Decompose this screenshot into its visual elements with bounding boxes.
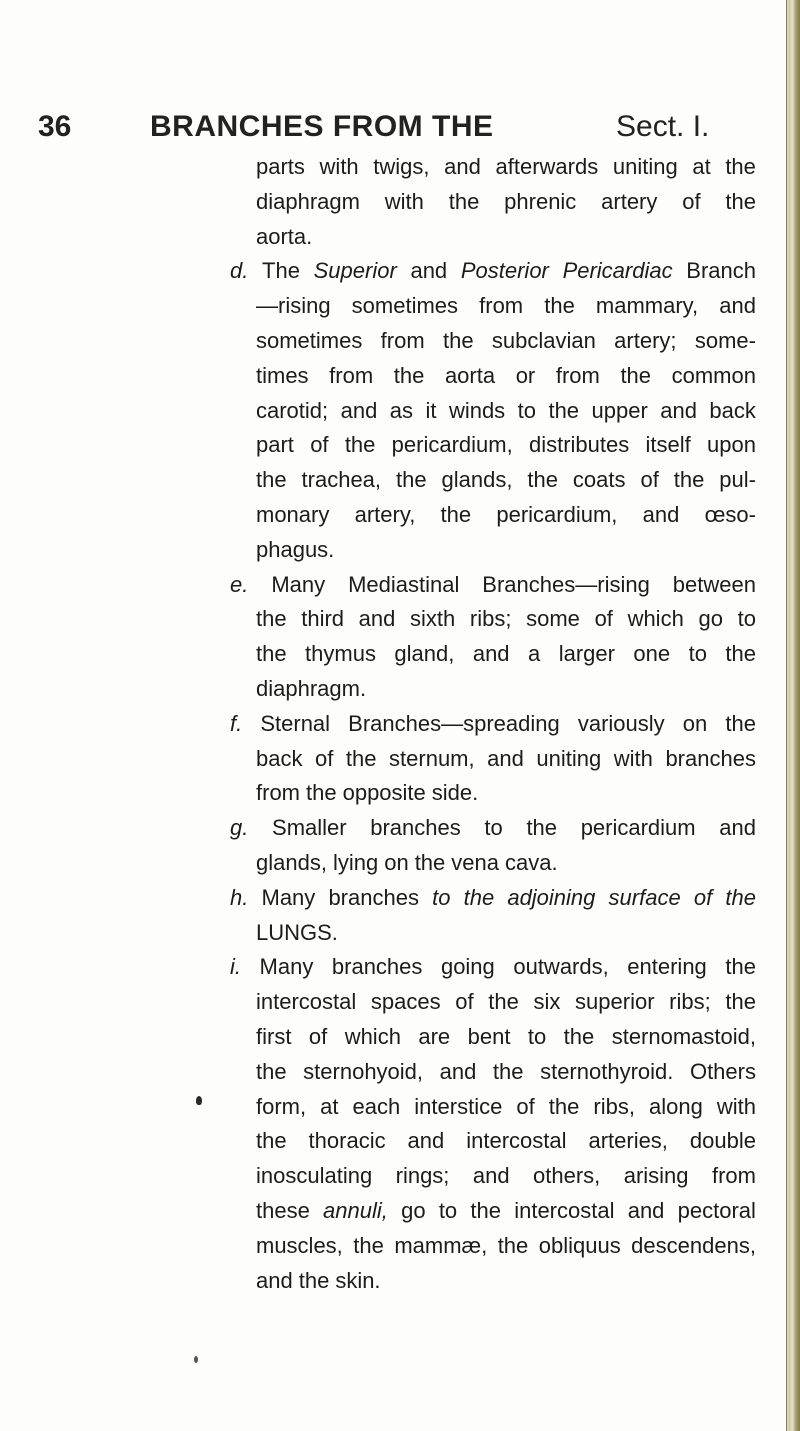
text-line: diaphragm with the phrenic artery of the: [256, 188, 756, 214]
page-edge-shadow: [786, 0, 800, 1431]
body-text: [230, 150, 756, 1298]
text-line: back of the sternum, and uniting with branches: [256, 745, 756, 771]
ink-mark: [196, 1096, 202, 1105]
text-line: times from the aorta or from the common: [256, 362, 756, 388]
text-line: intercostal spaces of the six superior ribs; the: [256, 989, 756, 1015]
ink-mark: [194, 1356, 198, 1363]
text-line: LUNGS.: [256, 919, 338, 945]
text-line: h. Many branches to the adjoining surface of the: [230, 884, 756, 910]
text-line: muscles, the mammæ, the obliquus descendens,: [256, 1232, 756, 1258]
text-line: the thymus gland, and a larger one to the: [256, 641, 756, 667]
text-line: phagus.: [256, 536, 335, 562]
text-line: and the skin.: [256, 1267, 381, 1293]
text-line: g. Smaller branches to the pericardium and: [230, 815, 756, 841]
running-title: BRANCHES FROM THE: [150, 110, 494, 143]
text-line: the sternohyoid, and the sternothyroid. Others: [256, 1058, 756, 1084]
running-header: [38, 110, 758, 154]
page-edge-line: [786, 0, 787, 1431]
text-line: parts with twigs, and afterwards uniting at the: [256, 154, 756, 179]
text-line: the third and sixth ribs; some of which go to: [256, 606, 756, 632]
text-line: sometimes from the subclavian artery; some-: [256, 327, 756, 353]
text-line: these annuli, go to the intercostal and pectoral: [256, 1197, 756, 1223]
text-line: aorta.: [256, 223, 313, 249]
text-line: inosculating rings; and others, arising from: [256, 1163, 756, 1189]
text-line: f. Sternal Branches—spreading variously on the: [230, 710, 756, 736]
section-label: Sect. I.: [616, 110, 710, 143]
text-line: —rising sometimes from the mammary, and: [256, 293, 756, 319]
text-line: form, at each interstice of the ribs, along with: [256, 1093, 756, 1119]
text-line: part of the pericardium, distributes itself upon: [256, 432, 756, 458]
text-line: the trachea, the glands, the coats of the pul-: [256, 467, 756, 493]
text-line: from the opposite side.: [256, 780, 479, 806]
text-line: diaphragm.: [256, 675, 367, 701]
text-line: monary artery, the pericardium, and œso-: [256, 501, 756, 527]
page-number: 36: [38, 110, 72, 143]
text-line: i. Many branches going outwards, entering the: [230, 954, 756, 980]
text-line: carotid; and as it winds to the upper and back: [256, 397, 756, 423]
text-line: e. Many Mediastinal Branches—rising between: [230, 571, 756, 597]
text-line: glands, lying on the vena cava.: [256, 849, 558, 875]
text-line: the thoracic and intercostal arteries, double: [256, 1128, 756, 1154]
text-line: d. The Superior and Posterior Pericardiac Branch: [230, 258, 756, 284]
text-line: first of which are bent to the sternomastoid,: [256, 1023, 756, 1049]
